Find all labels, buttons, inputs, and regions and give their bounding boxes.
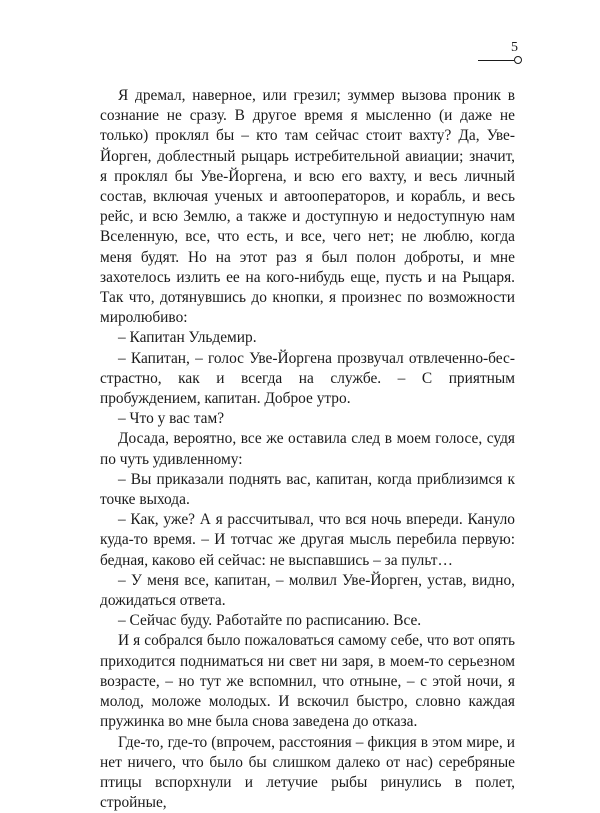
paragraph: Где-то, где-то (впрочем, расстояния – фикция в этом мире, и нет ничего, что было бы слишком далеко от нас) серебряные птицы вспорхнули и летучие рыбы ринулись в полет, стройные,	[100, 733, 515, 813]
paragraph: И я собрался было пожаловаться самому себе, что вот опять приходится подниматься ни свет ни заря, в моем-то серьезном возрасте, – но тут же вспомнил, что отныне, – с этой ночи, я молод, моложе молодых. И вскочил быстро, словно каждая пружинка во мне была снова заведена до отказа.	[100, 631, 515, 732]
paragraph: – Сейчас буду. Работайте по расписанию. Все.	[100, 611, 515, 631]
page-number: 5	[511, 40, 518, 56]
paragraph: – У меня все, капитан, – молвил Уве-Йорген, устав, видно, дожидаться ответа.	[100, 571, 515, 611]
page-header	[478, 40, 522, 70]
header-rule	[478, 60, 514, 61]
paragraph: Досада, вероятно, все же оставила след в моем голосе, судя по чуть удивленному:	[100, 429, 515, 469]
paragraph: – Капитан Ульдемир.	[100, 328, 515, 348]
paragraph: – Вы приказали поднять вас, капитан, когда приблизимся к точке выхода.	[100, 470, 515, 510]
text-body	[100, 86, 515, 813]
paragraph: – Что у вас там?	[100, 409, 515, 429]
paragraph: Я дремал, наверное, или грезил; зуммер вызова проник в сознание не сразу. В другое время я мысленно (и даже не только) проклял бы – кто там сейчас стоит вахту? Да, Уве-Йорген, доблестный рыцарь истребительной авиации; значит, я проклял бы Уве-Йоргена, и всю его вахту, и весь личный состав, включая ученых и автооператоров, и корабль, и весь рейс, и всю Землю, а также и доступную и недоступную нам Вселенную, все, что есть, и все, чего нет; не люблю, когда меня будят. Но на этот раз я был полон доброты, и мне захотелось излить ее на кого-нибудь еще, пусть и на Рыцаря. Так что, дотянувшись до кнопки, я произнес по возможности миролюбиво:	[100, 86, 515, 328]
paragraph: – Капитан, – голос Уве-Йоргена прозвучал отвлеченно-бесстрастно, как и всегда на службе. – С приятным пробуждением, капитан. Доброе утро.	[100, 349, 515, 410]
paragraph: – Как, уже? А я рассчитывал, что вся ночь впереди. Кануло куда-то время. – И тотчас же другая мысль перебила первую: бедная, каково ей сейчас: не выспавшись – за пульт…	[100, 510, 515, 571]
header-circle-ornament	[514, 56, 522, 64]
